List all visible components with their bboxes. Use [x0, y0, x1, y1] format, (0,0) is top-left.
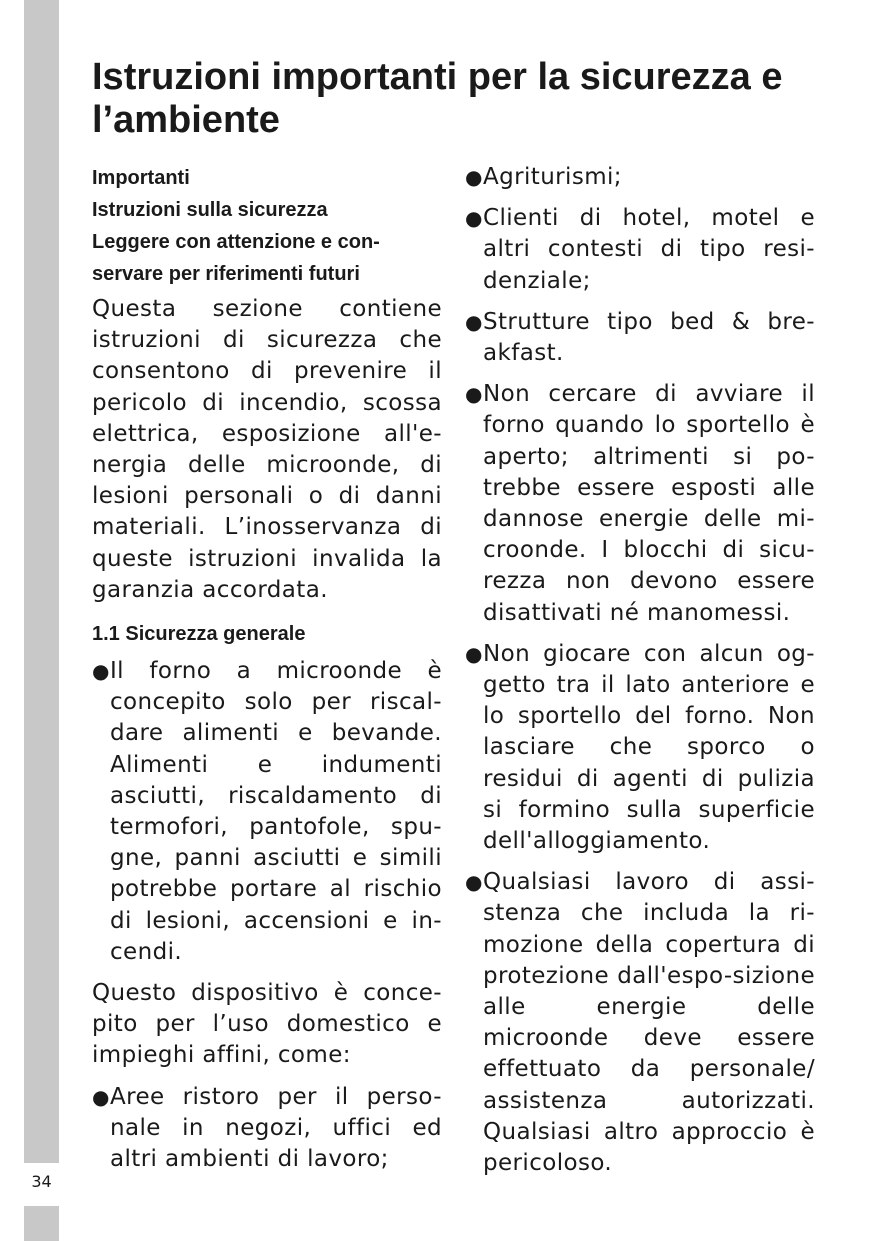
right-column — [465, 162, 815, 1189]
bullet-list — [465, 162, 815, 1179]
bullet-icon: ● — [92, 1084, 110, 1109]
list-item: ● Qualsiasi lavoro di assi-stenza che includa la ri-mozione della copertura di protezione dall'espo-sizione alle energie delle microonde deve essere effettuato da personale/ assistenza autorizzati. Qualsiasi altro approccio è pericoloso. — [465, 869, 815, 1177]
section-heading: 1.1 Sicurezza generale — [92, 623, 306, 646]
intro-headings — [92, 162, 442, 290]
bullet-icon: ● — [465, 382, 483, 407]
side-bar-decoration — [24, 0, 59, 1163]
bullet-icon: ● — [465, 309, 483, 334]
usage-paragraph: Questo dispositivo è conce-pito per l’uso domestico e impieghi affini, come: — [92, 980, 442, 1069]
page-title: Istruzioni importanti per la sicurezza e l’ambiente — [92, 56, 783, 141]
heading-importanti: Importanti — [92, 167, 190, 189]
bullet-icon: ● — [465, 870, 483, 895]
left-column — [92, 162, 442, 1185]
list-item: ● Agriturismi; — [465, 162, 815, 193]
page-number: 34 — [31, 1172, 52, 1191]
list-item: ● Aree ristoro per il perso-nale in negozi, uffici ed altri ambienti di lavoro; — [92, 1083, 442, 1173]
heading-istruzioni: Istruzioni sulla sicurezza — [92, 199, 328, 221]
heading-leggere: Leggere con attenzione e con-servare per riferimenti futuri — [92, 231, 380, 285]
bullet-icon: ● — [92, 659, 110, 684]
intro-paragraph: Questa sezione contiene istruzioni di sicurezza che consentono di prevenire il pericolo di incendio, scossa elettrica, esposizione all'e-nergia delle microonde, di lesioni personali o di danni materiali. L’inosservanza di queste istruzioni invalida la garanzia accordata. — [92, 296, 442, 603]
bullet-icon: ● — [465, 206, 483, 231]
list-item: ● Il forno a microonde è concepito solo per riscal-dare alimenti e bevande. Alimenti e indumenti asciutti, riscaldamento di termofori, pantofole, spu-gne, panni asciutti e simili potrebbe portare al rischio di lesioni, accensioni e in-cendi. — [92, 658, 442, 965]
list-item: ● Non giocare con alcun og-getto tra il lato anteriore e lo sportello del forno. Non lasciare che sporco o residui di agenti di pulizia si formino sulla superficie dell'alloggiamento. — [465, 640, 815, 855]
list-item: ● Non cercare di avviare il forno quando lo sportello è aperto; altrimenti si po-trebbe essere esposti alle dannose energie delle mi-croonde. I blocchi di sicu-rezza non devono essere disattivati né manomessi. — [465, 381, 815, 626]
bullet-list — [92, 656, 442, 968]
bullet-list — [92, 1082, 442, 1176]
side-bar-decoration-bottom — [24, 1206, 59, 1241]
list-item: ● Clienti di hotel, motel e altri contesti di tipo resi-denziale; — [465, 205, 815, 294]
bullet-icon: ● — [465, 165, 483, 189]
list-item: ● Strutture tipo bed & bre-akfast. — [465, 308, 815, 367]
bullet-icon: ● — [465, 641, 483, 666]
